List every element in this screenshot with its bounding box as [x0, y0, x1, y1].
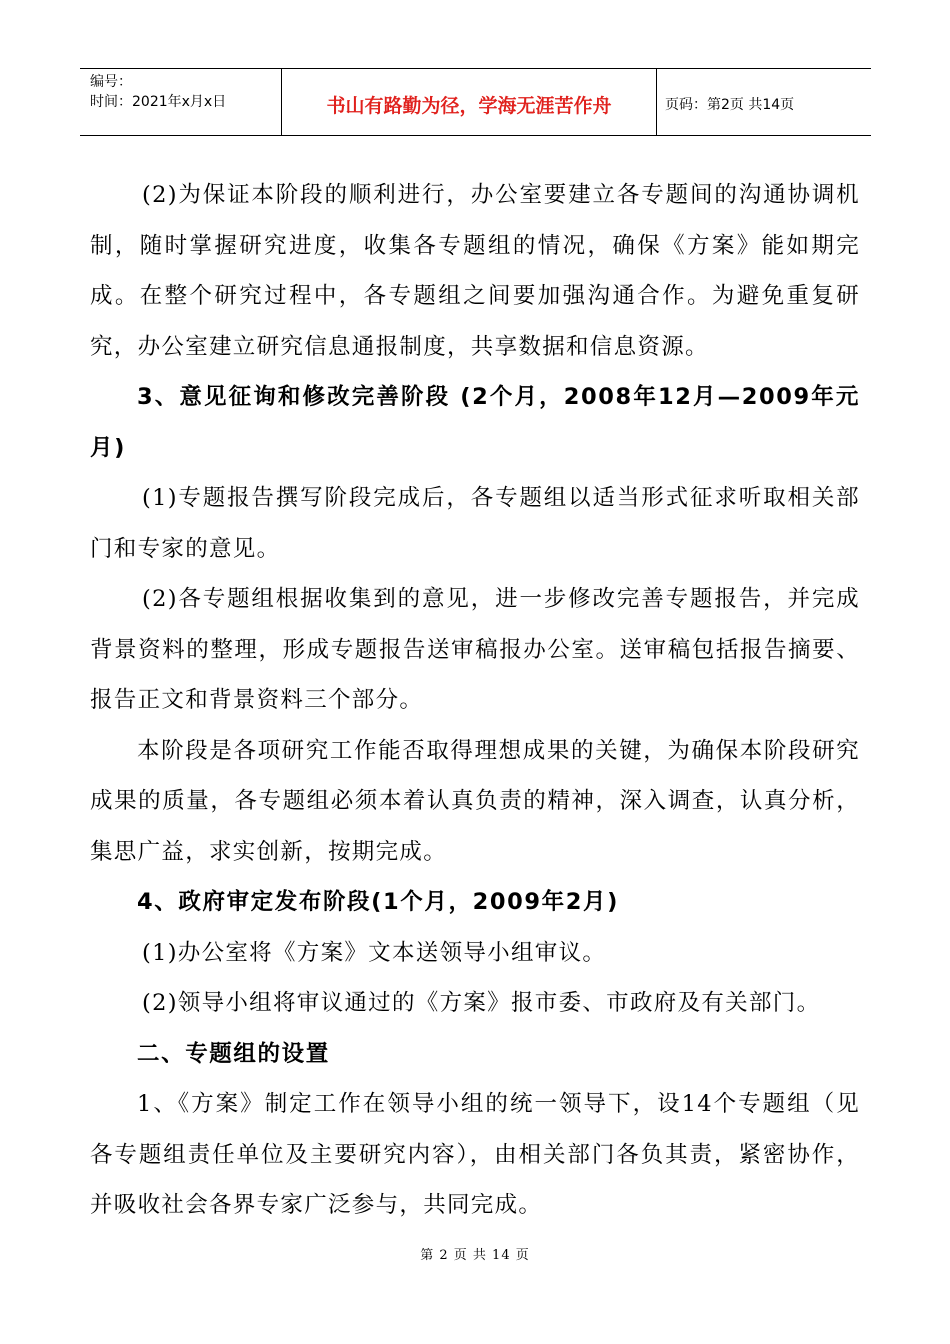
paragraph-stage4-item2: (2)领导小组将审议通过的《方案》报市委、市政府及有关部门。 — [142, 990, 821, 1016]
paragraph-stage3-item1: (1)专题报告撰写阶段完成后，各专题组以适当形式征求听取相关部门和专家的意见。 — [90, 485, 860, 562]
paragraph-stage2-item2: (2)为保证本阶段的顺利进行，办公室要建立各专题间的沟通协调机制，随时掌握研究进度，收集各专题组的情况，确保《方案》能如期完成。在整个研究过程中，各专题组之间要加强沟通合作。为避免重复研究，办公室建立研究信息通报制度，共享数据和信息资源。 — [90, 182, 860, 360]
header-meta-cell — [80, 69, 282, 135]
header-page-code: 页码：第2页 共14页 — [665, 97, 795, 113]
document-body — [90, 170, 860, 1231]
heading-section-two: 二、专题组的设置 — [137, 1040, 330, 1067]
paragraph-stage3-summary: 本阶段是各项研究工作能否取得理想成果的关键，为确保本阶段研究成果的质量，各专题组必须本着认真负责的精神，深入调查，认真分析，集思广益，求实创新，按期完成。 — [90, 737, 860, 865]
page-footer: 第 2 页 共 14 页 — [420, 1248, 530, 1263]
heading-stage4: 4、政府审定发布阶段(1个月，2009年2月) — [137, 889, 619, 915]
heading-stage3: 3、意见征询和修改完善阶段 (2个月，2008年12月—2009年元月) — [90, 384, 860, 461]
document-time: 时间：2021年x月x日 — [90, 94, 227, 110]
document-number: 编号： — [90, 74, 132, 90]
header-motto: 书山有路勤为径，学海无涯苦作舟 — [282, 69, 657, 135]
paragraph-stage4-item1: (1)办公室将《方案》文本送领导小组审议。 — [142, 939, 607, 966]
paragraph-stage3-item2: (2)各专题组根据收集到的意见，进一步修改完善专题报告，并完成背景资料的整理，形成专题报告送审稿报办公室。送审稿包括报告摘要、报告正文和背景资料三个部分。 — [90, 586, 860, 713]
page-header — [80, 68, 871, 136]
paragraph-section-two-item1: 1、《方案》制定工作在领导小组的统一领导下，设14个专题组（见各专题组责任单位及主要研究内容），由相关部门各负其责，紧密协作，并吸收社会各界专家广泛参与，共同完成。 — [90, 1091, 860, 1218]
